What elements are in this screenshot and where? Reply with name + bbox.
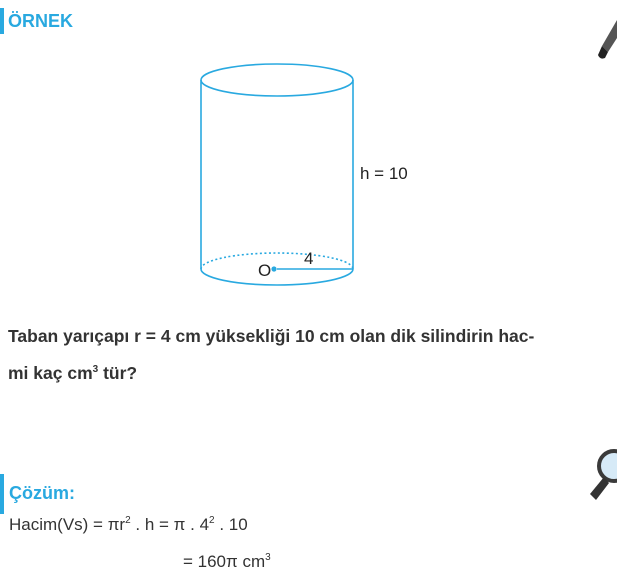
question-part-1: Taban yarıçapı r = 4 cm yüksekliği 10 cm olan dik silindirin hac- [8,326,535,346]
cylinder-figure [185,50,435,300]
question-exponent: 3 [92,364,99,375]
question-part-2: mi kaç cm [8,363,93,383]
solution-line-1-exp-b: 2 [209,515,215,526]
solution-accent-bar [0,474,4,514]
center-label: O [258,261,272,280]
magnifying-glass-icon [588,448,617,504]
radius-label: 4 [304,249,314,268]
center-point [271,266,276,271]
solution-line-1-b: . h = π . 4 [130,515,210,534]
heading-accent-bar [0,8,4,34]
question-text [8,318,613,392]
solution-line-2 [183,552,271,572]
cylinder-outline [201,64,353,285]
solution-line-1-c: . 10 [214,515,248,534]
question-part-3: tür? [98,363,138,383]
solution-line-2-exp: 3 [265,552,271,563]
solution-line-1-a: Hacim(Vs) = πr [9,515,126,534]
magnifying-glass-icon [598,18,617,64]
example-heading: ÖRNEK [8,11,74,31]
solution-line-1 [9,515,248,535]
height-label: h = 10 [360,164,408,183]
solution-line-2-a: = 160π cm [183,552,266,571]
solution-line-1-exp-a: 2 [125,515,131,526]
solution-heading: Çözüm: [9,483,75,503]
